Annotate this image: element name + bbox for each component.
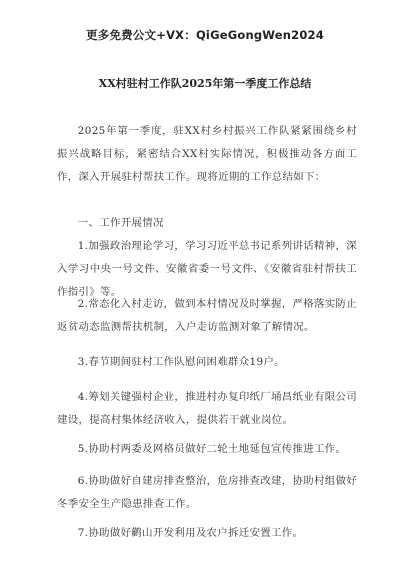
section-heading: 一、工作开展情况 — [77, 217, 164, 229]
promo-watermark: 更多免费公文+VX：QiGeGongWen2024 — [86, 28, 324, 42]
list-item: 3.春节期间驻村工作队慰问困难群众19户。 — [77, 356, 285, 368]
list-item: 4.筹划关键强村企业，推进村办复印纸厂埇昌纸业有限公司建设，提高村集体经济收入，提供若干就业岗位。 — [57, 391, 357, 426]
list-item: 1.加强政治理论学习，学习习近平总书记系列讲话精神，深入学习中央一号文件、安徽省委一号文件、《安徽省驻村帮扶工作指引》等。 — [57, 240, 357, 298]
list-item: 5.协助村两委及网格员做好二轮土地延包宣传推进工作。 — [77, 443, 347, 455]
document-title: XX村驻村工作队2025年第一季度工作总结 — [98, 77, 312, 90]
list-item: 2.常态化入村走访，做到本村情况及时掌握，严格落实防止返贫动态监测帮扶机制，入户走访监测对象了解情况。 — [57, 298, 357, 333]
list-item: 6.协助做好自建房排查整治，危房排查改建，协助村组做好冬季安全生产隐患排查工作。 — [57, 475, 357, 510]
list-item: 7.协助做好鹳山开发利用及农户拆迁安置工作。 — [77, 527, 304, 539]
intro-paragraph: 2025年第一季度，驻XX村乡村振兴工作队紧紧围绕乡村振兴战略目标，紧密结合XX村实际情况，积极推动各方面工作，深入开展驻村帮扶工作。现将近期的工作总结如下： — [57, 125, 357, 183]
